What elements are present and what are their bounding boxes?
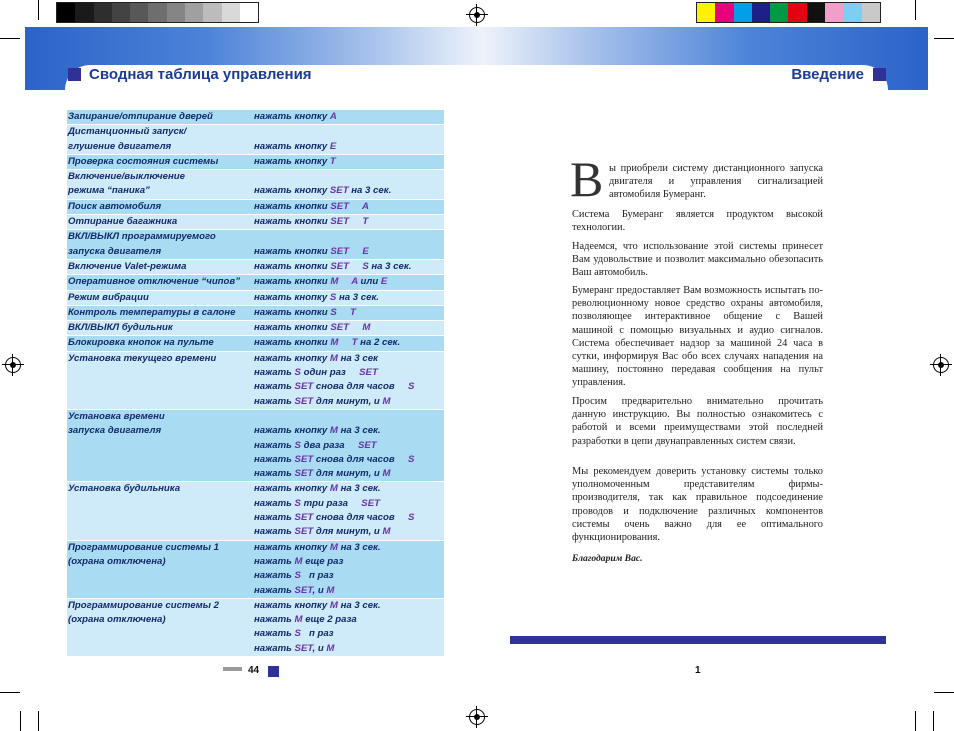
button-key-label: M xyxy=(326,642,335,654)
table-row xyxy=(67,275,444,290)
table-row xyxy=(67,125,444,155)
function-label: ВКЛ/ВЫКЛ программируемого xyxy=(68,231,216,243)
table-row xyxy=(67,541,444,599)
calibration-swatch xyxy=(697,3,715,22)
intro-paragraph: Система Бумеранг является продуктом высокой технологии. xyxy=(572,209,823,234)
button-key-label: E xyxy=(380,276,388,288)
calibration-swatch xyxy=(240,3,258,22)
calibration-swatch xyxy=(807,3,825,22)
function-cell xyxy=(67,352,254,409)
calibration-swatch xyxy=(203,3,221,22)
action-text: на 3 сек. xyxy=(336,291,379,303)
function-label: Режим вибрации xyxy=(68,291,149,303)
calibration-swatch xyxy=(130,3,148,22)
action-text: три раза xyxy=(300,497,362,509)
function-cell xyxy=(67,125,254,154)
table-row xyxy=(67,291,444,306)
action-line xyxy=(254,380,444,394)
right-page-title: Введение xyxy=(791,66,864,83)
crop-mark xyxy=(933,711,934,731)
action-text: , и xyxy=(312,584,327,596)
function-label: Дистанционный запуск/ xyxy=(68,126,187,138)
action-line xyxy=(254,627,444,641)
function-cell xyxy=(67,260,254,274)
button-key-label: T xyxy=(350,306,356,318)
action-cell xyxy=(254,170,444,199)
action-line xyxy=(254,599,444,613)
action-line xyxy=(254,245,444,259)
function-label: Программирование системы 1 xyxy=(68,541,219,553)
calibration-swatch xyxy=(57,3,75,22)
registration-mark-icon xyxy=(933,357,949,373)
action-line xyxy=(254,125,444,139)
table-row xyxy=(67,155,444,170)
action-cell xyxy=(254,541,444,598)
function-label: ВКЛ/ВЫКЛ будильник xyxy=(68,322,173,334)
action-text xyxy=(337,307,350,318)
button-key-label: S xyxy=(408,453,415,465)
button-key-label: SET xyxy=(294,526,314,538)
signature: Благодарим Вас. xyxy=(572,553,643,564)
action-text: снова для часов xyxy=(313,381,409,393)
calibration-swatch xyxy=(734,3,752,22)
function-label: Установка текущего времени xyxy=(68,352,217,364)
button-key-label: M xyxy=(329,541,338,553)
table-row xyxy=(67,230,444,260)
function-label: глушение двигателя xyxy=(68,140,172,152)
action-text: нажать кнопку xyxy=(254,291,330,303)
action-text: нажать кнопку xyxy=(254,352,330,364)
action-text: или xyxy=(357,276,381,288)
calibration-swatch xyxy=(752,3,770,22)
button-key-label: M xyxy=(382,526,391,538)
registration-mark-icon xyxy=(5,357,21,373)
button-key-label: S xyxy=(294,367,301,379)
action-cell xyxy=(254,260,444,274)
action-text: нажать xyxy=(254,468,295,480)
action-line xyxy=(254,110,444,124)
function-cell xyxy=(67,230,254,259)
action-text: нажать кнопки xyxy=(254,322,331,334)
action-text: на 3 сек. xyxy=(337,483,381,495)
calibration-swatch xyxy=(825,3,843,22)
function-cell xyxy=(67,155,254,169)
action-line xyxy=(254,215,444,229)
action-text: нажать кнопки xyxy=(254,200,331,212)
action-text xyxy=(349,246,362,257)
action-line xyxy=(254,336,444,350)
action-line xyxy=(254,439,444,453)
button-key-label: S xyxy=(362,260,369,272)
left-page-title: Сводная таблица управления xyxy=(89,66,312,83)
action-text: п раз xyxy=(300,628,334,640)
action-line xyxy=(254,170,444,184)
table-row xyxy=(67,321,444,336)
action-text xyxy=(349,216,362,227)
button-key-label: M xyxy=(329,599,338,611)
intro-first-paragraph: ы приобрели систему дистанционного запуска двигателя и управления сигнализацией автомобиля Бумеранг. xyxy=(609,163,823,201)
function-cell xyxy=(67,482,254,539)
action-text: нажать xyxy=(254,570,295,582)
calibration-swatch xyxy=(843,3,861,22)
action-text: нажать xyxy=(254,367,295,379)
action-line xyxy=(254,291,444,305)
action-line xyxy=(254,424,444,438)
button-key-label: SET xyxy=(330,245,349,257)
crop-mark xyxy=(915,711,916,731)
action-text: нажать xyxy=(254,584,295,596)
action-text: нажать кнопку xyxy=(254,541,330,553)
action-line xyxy=(254,584,444,598)
action-line xyxy=(254,511,444,525)
table-row xyxy=(67,110,444,125)
action-cell xyxy=(254,291,444,305)
action-line xyxy=(254,366,444,380)
action-text: нажать xyxy=(254,628,295,640)
button-key-label: SET xyxy=(294,512,314,524)
function-label: Проверка состояния системы xyxy=(68,155,219,167)
action-cell xyxy=(254,482,444,539)
crop-mark xyxy=(38,711,39,731)
left-page-number: 44 xyxy=(248,665,260,676)
action-text: снова для часов xyxy=(313,453,409,465)
action-text: нажать xyxy=(254,453,295,465)
calibration-swatch xyxy=(94,3,112,22)
action-cell xyxy=(254,230,444,259)
function-label: Включение Valet-режима xyxy=(68,260,187,272)
function-label: (охрана отключена) xyxy=(68,614,166,626)
action-text: нажать кнопки xyxy=(254,337,331,349)
action-text: , и xyxy=(312,642,327,654)
page-number-dash xyxy=(223,667,242,671)
action-text: нажать кнопки xyxy=(254,260,331,272)
action-line xyxy=(254,395,444,409)
button-key-label: SET xyxy=(294,395,314,407)
intro-paragraph: Надеемся, что использование этой системы принесет Вам удовольствие и позволит максимально обезопасить Ваш автомобиль. xyxy=(572,241,823,279)
function-cell xyxy=(67,321,254,335)
button-key-label: S xyxy=(408,381,415,393)
right-page-number: 1 xyxy=(695,665,701,676)
control-summary-table xyxy=(67,110,444,657)
crop-mark xyxy=(0,38,20,39)
button-key-label: M xyxy=(330,276,339,288)
function-label: Установка времени xyxy=(68,410,165,422)
function-label: Поиск автомобиля xyxy=(68,200,162,212)
function-cell xyxy=(67,306,254,320)
button-key-label: E xyxy=(362,245,369,257)
right-page-footer-bar xyxy=(510,636,886,644)
function-cell xyxy=(67,110,254,124)
action-line xyxy=(254,306,444,320)
action-text xyxy=(338,276,351,287)
function-label: Программирование системы 2 xyxy=(68,599,219,611)
action-text: нажать xyxy=(254,497,295,509)
action-line xyxy=(254,642,444,656)
action-text xyxy=(349,261,362,272)
action-text: нажать кнопки xyxy=(254,216,331,228)
action-text: два раза xyxy=(300,439,358,451)
intro-paragraph: Просим предварительно внимательно прочитать данную инструкцию. Вы полностью ознакомитесь с работой и всеми преимуществами этой последней разработки в цепи двунаправленных систем связи. xyxy=(572,396,823,447)
table-row xyxy=(67,410,444,482)
button-key-label: M xyxy=(329,483,338,495)
action-text: нажать кнопку xyxy=(254,155,330,167)
action-text: для минут, и xyxy=(313,395,383,407)
button-key-label: S xyxy=(294,439,301,451)
function-label: Отпирание багажника xyxy=(68,216,178,228)
function-label: запуска двигателя xyxy=(68,245,162,257)
action-text: нажать xyxy=(254,395,295,407)
crop-mark xyxy=(0,692,20,693)
function-label: Включение/выключение xyxy=(68,171,185,183)
function-cell xyxy=(67,200,254,214)
action-text: нажать кнопки xyxy=(254,245,331,257)
action-cell xyxy=(254,336,444,350)
table-row xyxy=(67,170,444,200)
action-text: для минут, и xyxy=(313,468,383,480)
function-cell xyxy=(67,410,254,481)
action-text: для минут, и xyxy=(313,526,383,538)
action-line xyxy=(254,352,444,366)
intro-paragraph: Бумеранг предоставляет Вам возможность испытать по-революционному новое средство охраны автомобиля, позволяющее интерактивное общение с Вашей машиной с помощью визуальных и аудио сигналов. Система обеспечивает надзор за машиной 24 часа в сутки, информируя Вас обо всех случаях нападения на машину, постоянно передавая сообщения на пульт управления. xyxy=(572,285,823,389)
action-text xyxy=(338,337,351,348)
button-key-label: SET xyxy=(330,260,349,272)
left-title-square-icon xyxy=(68,68,81,81)
action-cell xyxy=(254,275,444,289)
action-line xyxy=(254,497,444,511)
crop-mark xyxy=(934,692,954,693)
button-key-label: M xyxy=(326,584,335,596)
action-line xyxy=(254,613,444,627)
action-line xyxy=(254,541,444,555)
action-text: еще раз xyxy=(302,555,344,567)
button-key-label: E xyxy=(329,140,337,152)
action-text: еще 2 раза xyxy=(302,614,357,626)
button-key-label: SET xyxy=(359,367,378,379)
crop-mark xyxy=(915,0,916,20)
action-line xyxy=(254,184,444,198)
action-cell xyxy=(254,200,444,214)
action-line xyxy=(254,410,444,424)
button-key-label: A xyxy=(361,200,369,212)
action-text: нажать xyxy=(254,526,295,538)
calibration-swatch xyxy=(75,3,93,22)
function-cell xyxy=(67,215,254,229)
action-cell xyxy=(254,110,444,124)
function-label: Оперативное отключение “чипов” xyxy=(68,276,240,288)
action-text: нажать xyxy=(254,614,295,626)
button-key-label: S xyxy=(408,512,415,524)
button-key-label: M xyxy=(382,395,391,407)
action-text: один раз xyxy=(300,367,360,379)
button-key-label: SET xyxy=(294,642,313,654)
right-title-square-icon xyxy=(873,68,886,81)
table-row xyxy=(67,215,444,230)
calibration-swatch xyxy=(112,3,130,22)
action-line xyxy=(254,230,444,244)
button-key-label: SET xyxy=(330,216,349,228)
action-text: на 3 сек. xyxy=(348,185,392,197)
function-label: Блокировка кнопок на пульте xyxy=(68,337,214,349)
action-text: нажать кнопку xyxy=(254,483,330,495)
action-text: п раз xyxy=(300,570,334,582)
function-cell xyxy=(67,336,254,350)
button-key-label: SET xyxy=(294,381,314,393)
button-key-label: A xyxy=(329,111,337,122)
action-text: нажать xyxy=(254,512,295,524)
action-cell xyxy=(254,215,444,229)
table-row xyxy=(67,336,444,351)
action-cell xyxy=(254,125,444,154)
action-text: нажать кнопки xyxy=(254,276,331,288)
function-label: Контроль температуры в салоне xyxy=(68,306,236,318)
action-text: на 3 сек. xyxy=(337,425,381,437)
action-line xyxy=(254,200,444,214)
function-label: запуска двигателя xyxy=(68,425,162,437)
action-line xyxy=(254,525,444,539)
button-key-label: S xyxy=(329,291,337,303)
calibration-swatch xyxy=(185,3,203,22)
button-key-label: S xyxy=(294,497,301,509)
action-text: на 3 сек. xyxy=(368,260,412,272)
action-cell xyxy=(254,410,444,481)
button-key-label: M xyxy=(329,425,338,437)
drop-cap: В xyxy=(570,151,604,207)
calibration-swatch xyxy=(862,3,880,22)
table-row xyxy=(67,482,444,540)
action-line xyxy=(254,453,444,467)
action-line xyxy=(254,555,444,569)
registration-mark-icon xyxy=(469,7,485,23)
button-key-label: M xyxy=(362,322,371,334)
button-key-label: A xyxy=(351,276,358,288)
button-key-label: M xyxy=(382,468,391,480)
calibration-swatch xyxy=(788,3,806,22)
function-cell xyxy=(67,275,254,289)
button-key-label: SET xyxy=(330,322,349,334)
function-cell xyxy=(67,170,254,199)
action-line xyxy=(254,140,444,154)
button-key-label: M xyxy=(329,352,338,364)
button-key-label: SET xyxy=(294,468,314,480)
action-cell xyxy=(254,599,444,656)
table-row xyxy=(67,260,444,275)
button-key-label: T xyxy=(362,216,369,228)
function-cell xyxy=(67,599,254,656)
grayscale-calibration-bar xyxy=(56,2,259,23)
button-key-label: T xyxy=(351,337,358,349)
button-key-label: SET xyxy=(361,497,380,509)
action-text: нажать xyxy=(254,642,295,654)
table-row xyxy=(67,306,444,321)
action-line xyxy=(254,569,444,583)
action-line xyxy=(254,321,444,335)
calibration-swatch xyxy=(222,3,240,22)
action-text: нажать кнопку xyxy=(254,111,330,122)
action-text: нажать кнопку xyxy=(254,425,330,437)
action-text: нажать xyxy=(254,381,295,393)
button-key-label: T xyxy=(329,155,336,167)
function-label: Запирание/отпирание дверей xyxy=(68,111,213,122)
registration-mark-icon xyxy=(469,709,485,725)
action-text: нажать xyxy=(254,555,295,567)
calibration-swatch xyxy=(770,3,788,22)
function-cell xyxy=(67,541,254,598)
button-key-label: SET xyxy=(330,200,349,212)
calibration-swatch xyxy=(715,3,733,22)
action-text: нажать xyxy=(254,439,295,451)
function-cell xyxy=(67,291,254,305)
button-key-label: M xyxy=(294,614,303,626)
action-text: снова для часов xyxy=(313,512,409,524)
button-key-label: SET xyxy=(294,453,314,465)
action-text xyxy=(349,322,362,333)
action-text: нажать кнопку xyxy=(254,185,330,197)
crop-mark xyxy=(20,711,21,731)
action-cell xyxy=(254,155,444,169)
action-line xyxy=(254,260,444,274)
action-text: на 3 сек. xyxy=(337,599,381,611)
button-key-label: M xyxy=(330,337,339,349)
button-key-label: M xyxy=(294,555,303,567)
function-label: Установка будильника xyxy=(68,483,181,495)
action-cell xyxy=(254,321,444,335)
button-key-label: SET xyxy=(357,439,377,451)
table-row xyxy=(67,200,444,215)
action-text: нажать кнопку xyxy=(254,140,330,152)
function-label: режима “паника” xyxy=(68,185,150,197)
color-calibration-bar xyxy=(696,2,881,23)
button-key-label: S xyxy=(294,628,301,640)
action-text xyxy=(349,201,362,212)
button-key-label: S xyxy=(330,306,337,318)
action-text: на 3 сек xyxy=(337,352,378,364)
crop-mark xyxy=(934,38,954,39)
action-text: на 3 сек. xyxy=(337,541,381,553)
table-row xyxy=(67,352,444,410)
action-text: на 2 сек. xyxy=(357,337,401,349)
action-text: нажать кнопку xyxy=(254,599,330,611)
button-key-label: SET xyxy=(294,584,313,596)
action-text: нажать кнопки xyxy=(254,306,331,318)
button-key-label: SET xyxy=(329,185,349,197)
calibration-swatch xyxy=(148,3,166,22)
action-line xyxy=(254,155,444,169)
action-cell xyxy=(254,306,444,320)
crop-mark xyxy=(38,0,39,20)
table-row xyxy=(67,599,444,657)
calibration-swatch xyxy=(167,3,185,22)
action-line xyxy=(254,467,444,481)
intro-paragraph: Мы рекомендуем доверить установку системы только уполномоченным представителям фирмы-производителя, так как правильное подсоединение проводов и подключение различных компонентов системы очень важно для ее оптимального функционирования. xyxy=(572,466,823,544)
page-number-square-icon xyxy=(268,666,279,677)
button-key-label: S xyxy=(294,570,301,582)
action-line xyxy=(254,275,444,289)
action-cell xyxy=(254,352,444,409)
function-label: (охрана отключена) xyxy=(68,555,166,567)
action-line xyxy=(254,482,444,496)
